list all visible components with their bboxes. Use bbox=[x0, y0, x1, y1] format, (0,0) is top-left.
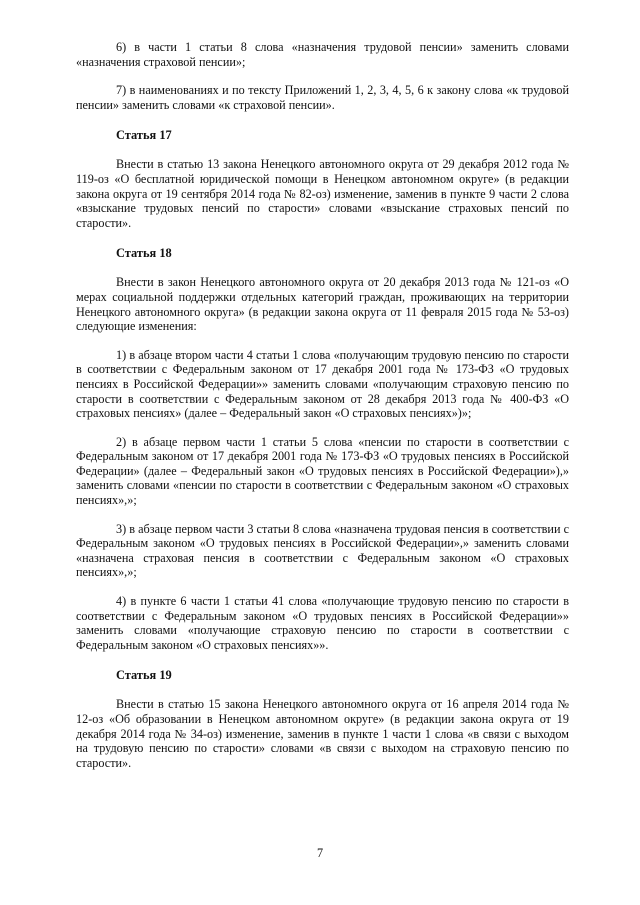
paragraph-item-6: 6) в части 1 статьи 8 слова «назначения трудовой пенсии» заменить словами «назначения страховой пенсии»; bbox=[76, 40, 569, 69]
document-body bbox=[76, 40, 569, 770]
article-18-item-1: 1) в абзаце втором части 4 статьи 1 слова «получающим трудовую пенсию по старости в соответствии с Федеральным законом от 17 декабря 2001 года № 173-ФЗ «О трудовых пенсиях в Российской Федерации»» заменить словами «получающим страховую пенсию по старости в соответствии с Федеральным законом от 28 декабря 2013 года № 400-ФЗ «О страховых пенсиях» (далее – Федеральный закон «О страховых пенсиях»)»; bbox=[76, 347, 569, 421]
article-19-text: Внести в статью 15 закона Ненецкого автономного округа от 16 апреля 2014 года № 12-оз «Об образовании в Ненецком автономном округе» (в редакции закона округа от 19 декабря 2014 года № 34-оз) изменение, заменив в пункте 1 части 1 слова «в связи с выходом на трудовую пенсию по старости» словами «в связи с выходом на страховую пенсию по старости». bbox=[76, 697, 569, 770]
article-18-item-3: 3) в абзаце первом части 3 статьи 8 слова «назначена трудовая пенсия в соответствии с Федеральным законом «О трудовых пенсиях в Российской Федерации»,» заменить словами «назначена страховая пенсия в соответствии с Федеральным законом «О страховых пенсиях»,»; bbox=[76, 521, 569, 580]
article-18-heading: Статья 18 bbox=[116, 246, 172, 261]
article-17-text: Внести в статью 13 закона Ненецкого автономного округа от 29 декабря 2012 года № 119-оз «О бесплатной юридической помощи в Ненецком автономном округе» (в редакции закона округа от 19 сентября 2014 года № 82-оз) изменение, заменив в пункте 9 части 2 слова «взыскание трудовых пенсий по старости» словами «взыскание страховых пенсий по старости». bbox=[76, 157, 569, 230]
paragraph-item-7: 7) в наименованиях и по тексту Приложений 1, 2, 3, 4, 5, 6 к закону слова «к трудовой пенсии» заменить словами «к страховой пенсии». bbox=[76, 83, 569, 112]
article-18-intro: Внести в закон Ненецкого автономного округа от 20 декабря 2013 года № 121-оз «О мерах социальной поддержки отдельных категорий граждан, проживающих на территории Ненецкого автономного округа» (в редакции закона округа от 11 февраля 2015 года № 53-оз) следующие изменения: bbox=[76, 275, 569, 334]
article-18-item-4: 4) в пункте 6 части 1 статьи 41 слова «получающие трудовую пенсию по старости в соответствии с Федеральным законом «О трудовых пенсиях в Российской Федерации»» заменить словами «получающие страховую пенсию по старости в соответствии с Федеральным законом «О страховых пенсиях»». bbox=[76, 594, 569, 652]
article-17-heading: Статья 17 bbox=[116, 128, 172, 143]
article-19-heading: Статья 19 bbox=[116, 668, 172, 683]
article-18-item-2: 2) в абзаце первом части 1 статьи 5 слова «пенсии по старости в соответствии с Федеральным законом от 17 декабря 2001 года № 173-ФЗ «О трудовых пенсиях в Российской Федерации» (далее – Федеральный закон «О трудовых пенсиях в Российской Федерации»),» заменить словами «пенсии по старости в соответствии с Федеральным законом «О страховых пенсиях»,»; bbox=[76, 434, 569, 508]
page-number: 7 bbox=[316, 846, 324, 860]
